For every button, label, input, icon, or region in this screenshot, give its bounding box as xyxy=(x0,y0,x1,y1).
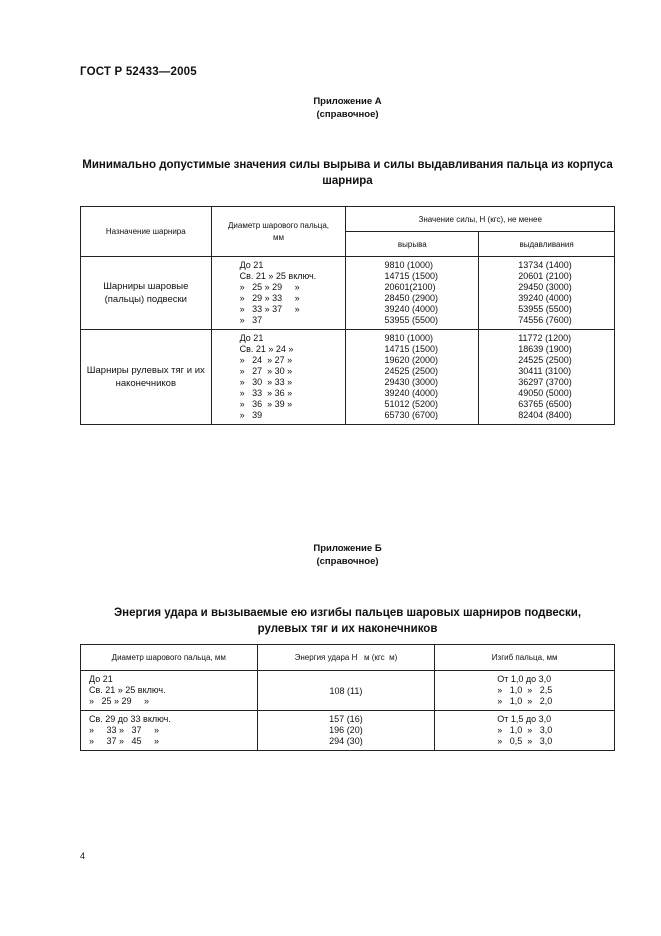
table-row xyxy=(81,711,615,751)
col-header-pullout: вырыва xyxy=(346,232,479,257)
col-header-purpose: Назначение шарнира xyxy=(81,207,212,257)
table-row xyxy=(81,330,615,425)
col-header-bend: Изгиб пальца, мм xyxy=(435,645,615,671)
table-row xyxy=(81,257,615,330)
appendix-a-title-line1: Минимально допустимые значения силы вырыва и силы выдавливания пальца из корпуса xyxy=(82,159,613,171)
appendix-b-title xyxy=(60,605,635,637)
pushout-cell: 11772 (1200) 18639 (1900) 24525 (2500) 30411 (3100) 36297 (3700) 49050 (5000) 63765 (6500) 82404 (8400) xyxy=(479,330,615,425)
table-row xyxy=(81,671,615,711)
appendix-a-kind: (справочное) xyxy=(316,109,379,120)
energy-cell: 157 (16) 196 (20) 294 (30) xyxy=(257,711,435,751)
bend-cell: От 1,5 до 3,0 » 1,0 » 3,0 » 0,5 » 3,0 xyxy=(435,711,615,751)
appendix-b-title-line2: рулевых тяг и их наконечников xyxy=(257,623,438,635)
appendix-a-title xyxy=(60,157,635,189)
purpose-cell: Шарниры рулевых тяг и их наконечников xyxy=(81,330,212,425)
col-header-diameter: Диаметр шарового пальца, мм xyxy=(211,207,346,257)
appendix-b-title-line1: Энергия удара и вызываемые ею изгибы пальцев шаровых шарниров подвески, xyxy=(113,607,582,619)
appendix-b-kind: (справочное) xyxy=(316,556,379,567)
diameter-cell: До 21 Св. 21 » 24 » » 24 » 27 » » 27 » 30 » » 30 » 33 » » 33 » 36 » » 36 » 39 » » 39 xyxy=(211,330,346,425)
appendix-a-heading xyxy=(80,95,615,121)
appendix-b-name: Приложение Б xyxy=(313,543,382,554)
diameter-cell: До 21 Св. 21 » 25 включ. » 25 » 29 » » 29 » 33 » » 33 » 37 » » 37 xyxy=(211,257,346,330)
col-header-energy: Энергия удара Н м (кгс м) xyxy=(257,645,435,671)
impact-table xyxy=(80,644,615,751)
force-table xyxy=(80,206,615,425)
appendix-a-title-line2: шарнира xyxy=(322,175,373,187)
appendix-a-name: Приложение А xyxy=(313,96,382,107)
energy-cell: 108 (11) xyxy=(257,671,435,711)
purpose-cell: Шарниры шаровые (пальцы) подвески xyxy=(81,257,212,330)
pushout-cell: 13734 (1400) 20601 (2100) 29450 (3000) 39240 (4000) 53955 (5500) 74556 (7600) xyxy=(479,257,615,330)
appendix-b-heading xyxy=(80,542,615,568)
pullout-cell: 9810 (1000) 14715 (1500) 19620 (2000) 24525 (2500) 29430 (3000) 39240 (4000) 51012 (5200) 65730 (6700) xyxy=(346,330,479,425)
col-header-pushout: выдавливания xyxy=(479,232,615,257)
diameter-cell: До 21 Св. 21 » 25 включ. » 25 » 29 » xyxy=(81,671,258,711)
col-header-diameter: Диаметр шарового пальца, мм xyxy=(81,645,258,671)
col-header-force: Значение силы, Н (кгс), не менее xyxy=(346,207,615,232)
page-number: 4 xyxy=(80,851,86,861)
diameter-cell: Св. 29 до 33 включ. » 33 » 37 » » 37 » 45 » xyxy=(81,711,258,751)
pullout-cell: 9810 (1000) 14715 (1500) 20601(2100) 28450 (2900) 39240 (4000) 53955 (5500) xyxy=(346,257,479,330)
document-code: ГОСТ Р 52433—2005 xyxy=(80,66,197,78)
bend-cell: От 1,0 до 3,0 » 1,0 » 2,5 » 1,0 » 2,0 xyxy=(435,671,615,711)
